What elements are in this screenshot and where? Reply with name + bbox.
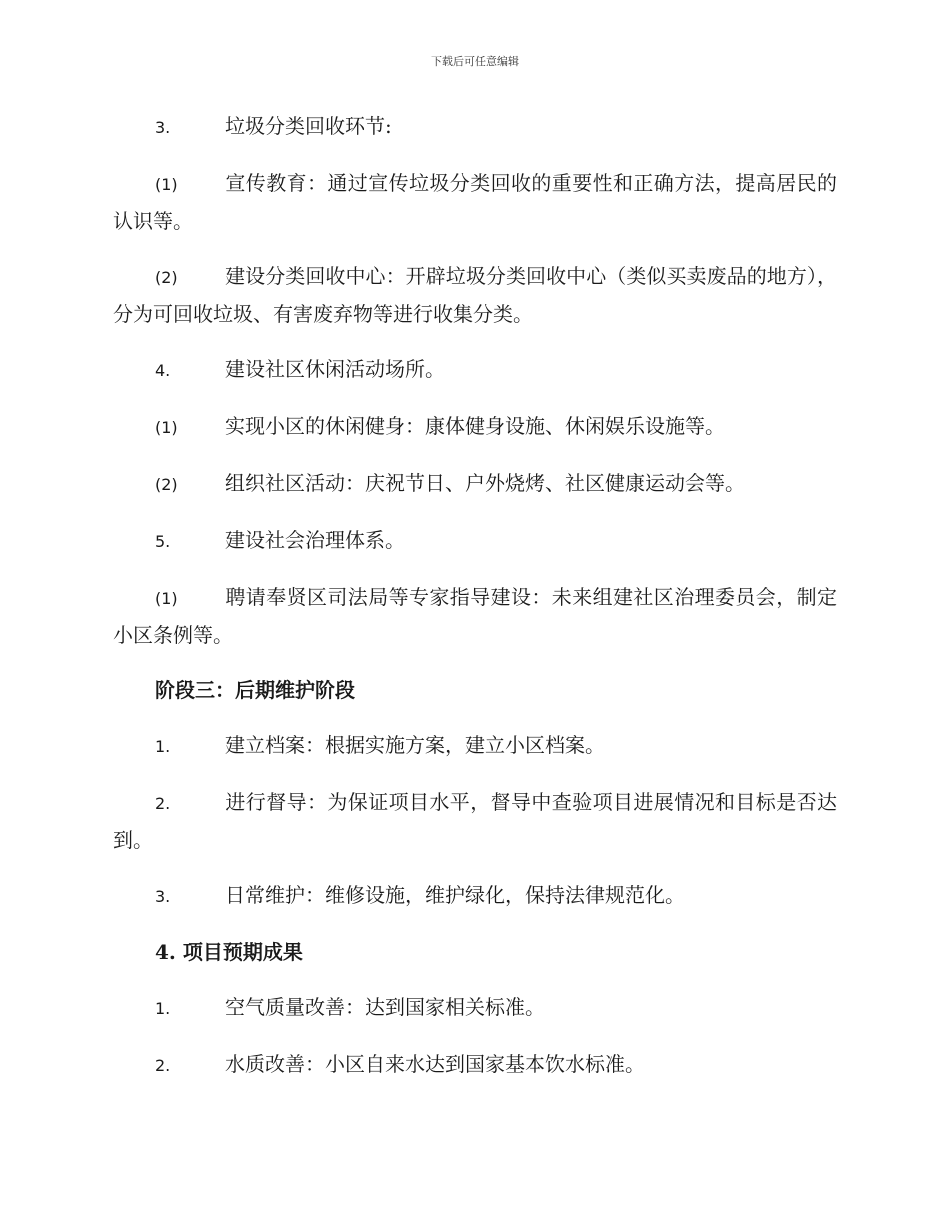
item-number: 5. [155,532,171,551]
list-item [113,579,837,653]
item-number: 4. [155,361,171,380]
item-text: 日常维护：维修设施，维护绿化，保持法律规范化。 [225,883,685,907]
list-item [113,989,837,1027]
item-number: 1. [155,999,171,1018]
item-text: 建设分类回收中心：开辟垃圾分类回收中心（类似买卖废品的地方），分为可回收垃圾、有害废弃物等进行收集分类。 [113,264,837,326]
item-number: 1. [155,737,171,756]
item-text: 聘请奉贤区司法局等专家指导建设：未来组建社区治理委员会，制定小区条例等。 [113,585,837,647]
page-header: 下载后可任意编辑 [431,55,519,68]
list-item [113,522,837,560]
item-number: (1) [155,175,178,194]
list-item [113,351,837,389]
item-text: 垃圾分类回收环节: [225,114,392,138]
list-item [113,465,837,503]
item-text: 宣传教育：通过宣传垃圾分类回收的重要性和正确方法，提高居民的认识等。 [113,171,837,233]
list-item [113,258,837,332]
item-number: 2. [155,1056,171,1075]
item-number: (1) [155,418,178,437]
list-item [113,165,837,239]
item-number: (2) [155,475,178,494]
list-item [113,784,837,858]
item-text: 建设社会治理体系。 [225,528,405,552]
item-text: 实现小区的休闲健身：康体健身设施、休闲娱乐设施等。 [225,414,725,438]
section-heading-stage3: 阶段三：后期维护阶段 [155,678,355,702]
section-heading-outcomes: 4. 项目预期成果 [155,940,303,964]
item-text: 水质改善：小区自来水达到国家基本饮水标准。 [225,1052,645,1076]
item-text: 组织社区活动：庆祝节日、户外烧烤、社区健康运动会等。 [225,471,745,495]
list-item [113,408,837,446]
item-text: 建设社区休闲活动场所。 [225,357,445,381]
list-item [113,1046,837,1084]
list-item [113,877,837,915]
item-text: 进行督导：为保证项目水平，督导中查验项目进展情况和目标是否达到。 [113,790,837,852]
item-text: 空气质量改善：达到国家相关标准。 [225,995,545,1019]
item-number: (2) [155,268,178,287]
item-number: 3. [155,887,171,906]
item-number: 3. [155,118,171,137]
item-number: 2. [155,794,171,813]
document-body [113,108,837,1103]
list-item [113,727,837,765]
item-number: (1) [155,589,178,608]
item-text: 建立档案：根据实施方案，建立小区档案。 [225,733,605,757]
list-item [113,108,837,146]
